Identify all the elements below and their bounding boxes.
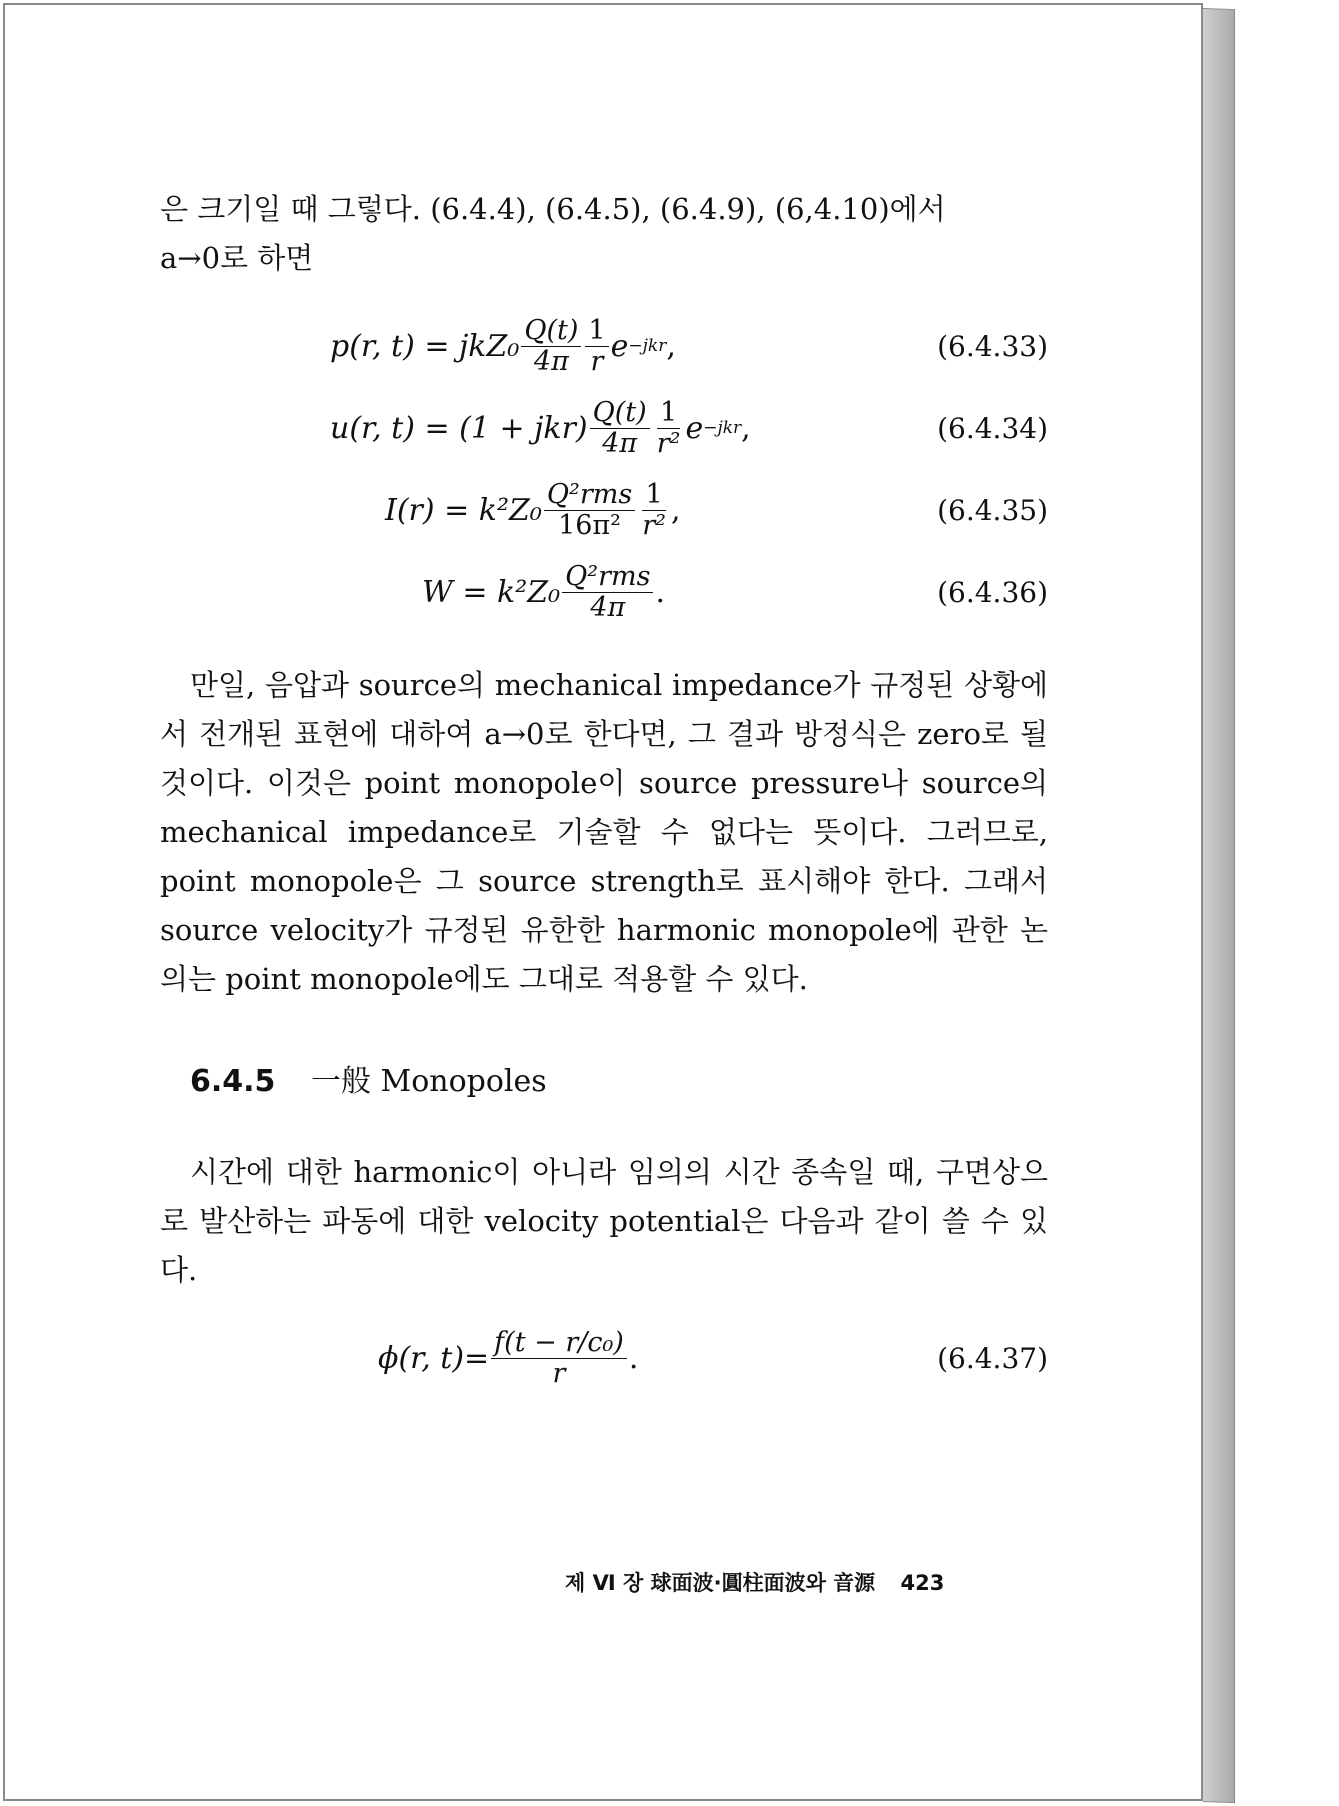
eq-denominator: 4π <box>590 591 626 623</box>
equation-label: (6.4.36) <box>937 575 1048 609</box>
eq-lhs: ϕ(r, t)= <box>378 1340 490 1376</box>
eq-denominator-2: r <box>590 345 604 377</box>
eq-lhs: W = k²Z₀ <box>422 574 561 610</box>
eq-numerator: Q²rms <box>544 480 635 511</box>
eq-numerator: Q(t) <box>590 398 650 429</box>
eq-lhs: u(r, t) = (1 + jkr) <box>330 410 588 446</box>
eq-lhs: p(r, t) = jkZ₀ <box>330 328 520 364</box>
eq-end: , <box>670 492 681 528</box>
section-number: 6.4.5 <box>190 1064 276 1099</box>
page-number: 423 <box>900 1571 945 1595</box>
eq-numerator-2: 1 <box>585 316 608 347</box>
eq-denominator: 4π <box>533 345 569 377</box>
equation-6-4-37 <box>160 1317 1048 1399</box>
eq-end: . <box>628 1340 639 1376</box>
equation-label: (6.4.34) <box>937 411 1048 445</box>
paragraph-point-monopole: 만일, 음압과 source의 mechanical impedance가 규정된 상황에서 전개된 표현에 대하여 a→0로 한다면, 그 결과 방정식은 zero로 될 것이다. 이것은 point monopole이 source pressure나 source의 mechanical impedance로 기술할 수 없다는 뜻이다. 그러므로, point monopole은 그 source strength로 표시해야 한다. 그래서 source velocity가 규정된 유한한 harmonic monopole에 관한 논의는 point monopole에도 그대로 적용할 수 있다. <box>160 668 1048 996</box>
paragraph-general-monopole: 시간에 대한 harmonic이 아니라 임의의 시간 종속일 때, 구면상으로 발산하는 파동에 대한 velocity potential은 다음과 같이 쓸 수 있다. <box>160 1155 1048 1287</box>
eq-numerator: f(t − r/c₀) <box>491 1328 627 1359</box>
equation-label: (6.4.35) <box>937 493 1048 527</box>
eq-numerator-2: 1 <box>657 398 680 429</box>
running-footer <box>565 1567 944 1597</box>
eq-denominator-2: r² <box>642 509 666 541</box>
page-edge-shadow <box>1203 8 1235 1803</box>
eq-exp-base: e <box>610 328 629 364</box>
eq-denominator: r <box>552 1357 566 1389</box>
eq-exp-base: e <box>685 410 704 446</box>
eq-denominator: 16π² <box>558 509 622 541</box>
eq-exp-power: −jkr <box>628 336 667 356</box>
equation-label: (6.4.37) <box>937 1341 1048 1375</box>
eq-end: . <box>655 574 665 610</box>
section-title: 一般 Monopoles <box>310 1064 547 1099</box>
eq-lhs: I(r) = k²Z₀ <box>385 492 542 528</box>
eq-exp-power: −jkr <box>703 418 742 438</box>
eq-end: , <box>741 410 751 446</box>
eq-denominator: 4π <box>602 427 638 459</box>
chapter-title: 제 Ⅵ 장 球面波·圓柱面波와 音源 <box>565 1571 876 1595</box>
intro-line-2: a→0로 하면 <box>160 241 314 275</box>
eq-numerator: Q²rms <box>562 562 653 593</box>
equation-6-4-33 <box>160 305 1048 387</box>
eq-numerator-2: 1 <box>642 480 665 511</box>
eq-numerator: Q(t) <box>521 316 581 347</box>
eq-denominator-2: r² <box>656 427 681 459</box>
equation-6-4-34 <box>160 387 1048 469</box>
equation-6-4-35 <box>160 469 1048 551</box>
section-heading <box>190 1056 1048 1100</box>
equation-label: (6.4.33) <box>937 329 1048 363</box>
equation-6-4-36 <box>160 551 1048 633</box>
page-content <box>160 185 1048 1399</box>
intro-line-1: 은 크기일 때 그렇다. (6.4.4), (6.4.5), (6.4.9), (6,4.10)에서 <box>160 192 946 226</box>
eq-end: , <box>666 328 676 364</box>
